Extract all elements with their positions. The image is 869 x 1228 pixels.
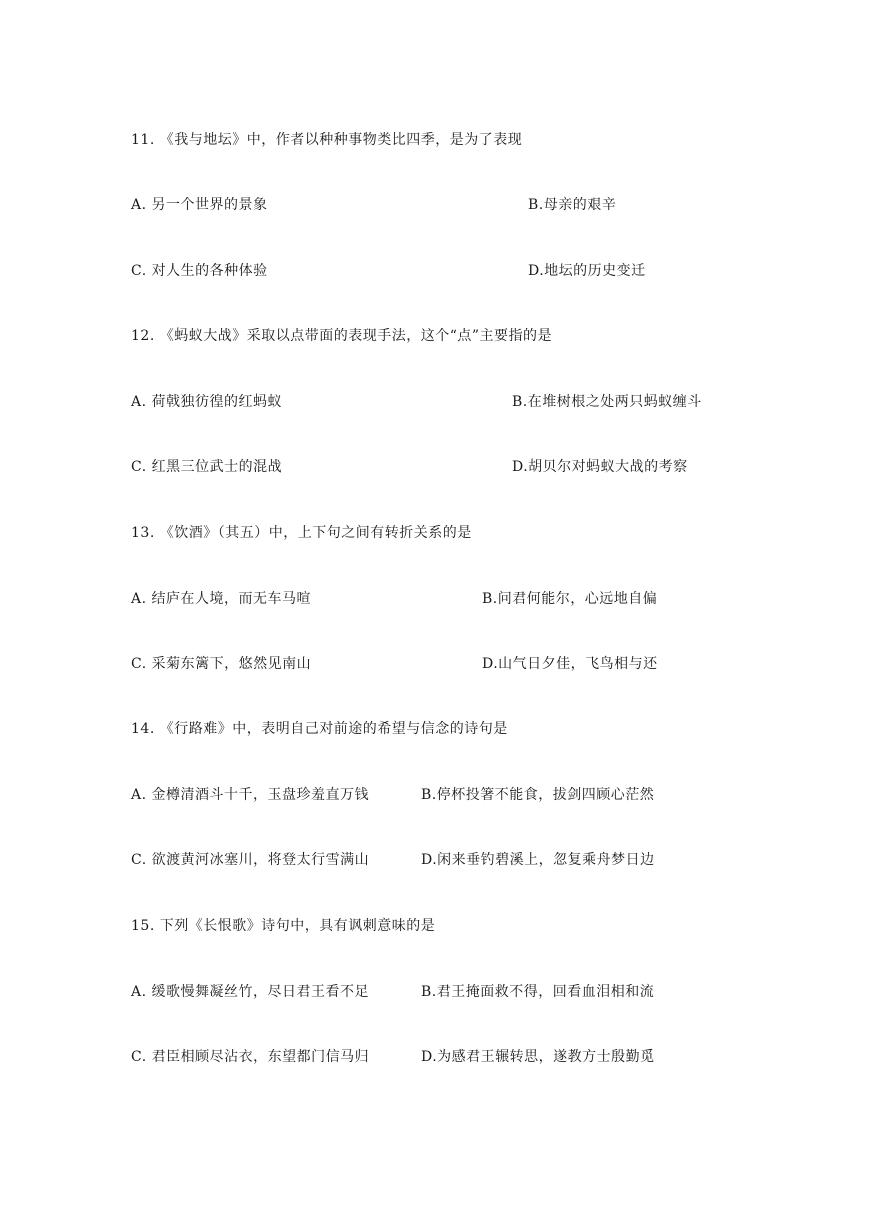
question-12-option-d: D.胡贝尔对蚂蚁大战的考察 <box>512 459 688 475</box>
question-12-stem: 12. 《蚂蚁大战》采取以点带面的表现手法，这个“点”主要指的是 <box>131 328 553 344</box>
question-14-option-a: A. 金樽清酒斗十千，玉盘珍羞直万钱 <box>131 787 370 803</box>
question-14-option-d: D.闲来垂钓碧溪上，忽复乘舟梦日边 <box>421 852 655 868</box>
question-14-stem: 14. 《行路难》中，表明自己对前途的希望与信念的诗句是 <box>131 721 508 737</box>
question-15-stem: 15. 下列《长恨歌》诗句中，具有讽刺意味的是 <box>131 918 436 934</box>
question-15-option-d: D.为感君王辗转思，遂教方士殷勤觅 <box>421 1049 655 1065</box>
question-13-option-d: D.山气日夕佳，飞鸟相与还 <box>482 656 658 672</box>
question-14-option-b: B.停杯投箸不能食，拔剑四顾心茫然 <box>421 787 655 803</box>
question-13-option-b: B.问君何能尔，心远地自偏 <box>482 591 658 607</box>
question-11-stem: 11. 《我与地坛》中，作者以种种事物类比四季，是为了表现 <box>131 132 523 148</box>
question-12-option-c: C. 红黑三位武士的混战 <box>131 459 283 475</box>
question-13-option-c: C. 采菊东篱下，悠然见南山 <box>131 656 312 672</box>
question-13-option-a: A. 结庐在人境，而无车马喧 <box>131 591 312 607</box>
question-11-option-c: C. 对人生的各种体验 <box>131 263 268 279</box>
question-12-option-a: A. 荷戟独彷徨的红蚂蚁 <box>131 394 283 410</box>
question-11-option-b: B.母亲的艰辛 <box>528 197 617 213</box>
question-14-option-c: C. 欲渡黄河冰塞川，将登太行雪满山 <box>131 852 370 868</box>
question-11-option-d: D.地坛的历史变迁 <box>528 263 646 279</box>
question-12-option-b: B.在堆树根之处两只蚂蚁缠斗 <box>512 394 702 410</box>
question-15-option-b: B.君王掩面救不得，回看血泪相和流 <box>421 984 655 1000</box>
question-15-option-a: A. 缓歌慢舞凝丝竹，尽日君王看不足 <box>131 984 370 1000</box>
question-15-option-c: C. 君臣相顾尽沾衣，东望都门信马归 <box>131 1049 370 1065</box>
question-11-option-a: A. 另一个世界的景象 <box>131 197 268 213</box>
question-13-stem: 13. 《饮酒》（其五）中，上下句之间有转折关系的是 <box>131 525 472 541</box>
